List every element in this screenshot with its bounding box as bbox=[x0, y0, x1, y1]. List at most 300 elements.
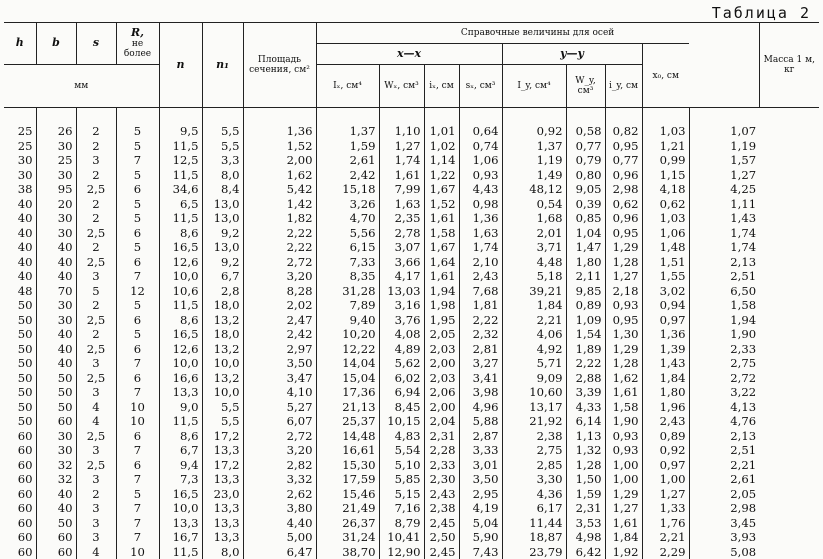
cell-x0: 3,02 bbox=[642, 284, 689, 299]
cell-iy-moment: 4,36 bbox=[502, 487, 566, 502]
cell-ix-moment: 31,28 bbox=[316, 284, 379, 299]
cell-n: 9,0 bbox=[159, 400, 202, 415]
cell-b: 40 bbox=[36, 269, 76, 284]
header-x0: x₀, см bbox=[642, 44, 689, 108]
cell-s: 2 bbox=[76, 197, 116, 212]
cell-sx: 0,93 bbox=[459, 168, 502, 183]
cell-n1: 18,0 bbox=[202, 298, 243, 313]
profile-table bbox=[4, 22, 819, 559]
cell-wx: 10,41 bbox=[379, 530, 424, 545]
cell-iy-moment: 2,85 bbox=[502, 458, 566, 473]
cell-h: 60 bbox=[4, 443, 36, 458]
header-iy-moment: I_y, см⁴ bbox=[502, 65, 566, 108]
cell-n1: 8,0 bbox=[202, 545, 243, 559]
cell-r: 7 bbox=[116, 269, 159, 284]
cell-wy: 1,80 bbox=[566, 255, 605, 270]
cell-r: 5 bbox=[116, 197, 159, 212]
cell-wx: 4,89 bbox=[379, 342, 424, 357]
cell-sx: 4,96 bbox=[459, 400, 502, 415]
cell-wy: 0,80 bbox=[566, 168, 605, 183]
cell-r: 6 bbox=[116, 429, 159, 444]
cell-ix-moment: 9,40 bbox=[316, 313, 379, 328]
cell-ix-radius: 1,98 bbox=[424, 298, 459, 313]
cell-r: 12 bbox=[116, 284, 159, 299]
cell-s: 2 bbox=[76, 211, 116, 226]
cell-iy-radius: 1,29 bbox=[605, 240, 642, 255]
cell-wx: 4,83 bbox=[379, 429, 424, 444]
cell-wy: 3,53 bbox=[566, 516, 605, 531]
cell-ix-radius: 2,06 bbox=[424, 385, 459, 400]
cell-wx: 3,07 bbox=[379, 240, 424, 255]
cell-b: 40 bbox=[36, 356, 76, 371]
cell-b: 30 bbox=[36, 211, 76, 226]
cell-s: 2 bbox=[76, 168, 116, 183]
cell-iy-radius: 1,61 bbox=[605, 516, 642, 531]
cell-iy-moment: 3,71 bbox=[502, 240, 566, 255]
cell-h: 50 bbox=[4, 356, 36, 371]
cell-area: 2,72 bbox=[243, 429, 316, 444]
cell-x0: 1,84 bbox=[642, 371, 689, 386]
cell-b: 20 bbox=[36, 197, 76, 212]
cell-iy-moment: 13,17 bbox=[502, 400, 566, 415]
cell-x0: 0,92 bbox=[642, 443, 689, 458]
cell-b: 30 bbox=[36, 226, 76, 241]
cell-s: 4 bbox=[76, 545, 116, 559]
cell-ix-radius: 1,95 bbox=[424, 313, 459, 328]
cell-iy-moment: 6,17 bbox=[502, 501, 566, 516]
cell-n1: 23,0 bbox=[202, 487, 243, 502]
cell-s: 2 bbox=[76, 240, 116, 255]
cell-iy-moment: 1,49 bbox=[502, 168, 566, 183]
cell-area: 1,36 bbox=[243, 108, 316, 139]
cell-r: 6 bbox=[116, 458, 159, 473]
cell-x0: 1,03 bbox=[642, 108, 689, 139]
cell-wx: 1,10 bbox=[379, 108, 424, 139]
table-row bbox=[4, 472, 819, 487]
cell-sx: 3,01 bbox=[459, 458, 502, 473]
cell-n: 11,5 bbox=[159, 168, 202, 183]
cell-n: 12,6 bbox=[159, 342, 202, 357]
cell-sx: 0,64 bbox=[459, 108, 502, 139]
cell-x0: 0,99 bbox=[642, 153, 689, 168]
cell-iy-radius: 1,28 bbox=[605, 255, 642, 270]
cell-ix-radius: 2,31 bbox=[424, 429, 459, 444]
cell-n1: 3,3 bbox=[202, 153, 243, 168]
cell-x0: 1,55 bbox=[642, 269, 689, 284]
cell-sx: 4,43 bbox=[459, 182, 502, 197]
cell-area: 3,47 bbox=[243, 371, 316, 386]
cell-ix-radius: 1,58 bbox=[424, 226, 459, 241]
cell-h: 60 bbox=[4, 530, 36, 545]
cell-b: 32 bbox=[36, 458, 76, 473]
cell-r: 6 bbox=[116, 342, 159, 357]
cell-wx: 1,27 bbox=[379, 139, 424, 154]
cell-area: 5,42 bbox=[243, 182, 316, 197]
cell-iy-radius: 1,62 bbox=[605, 371, 642, 386]
cell-mass: 2,21 bbox=[689, 458, 759, 473]
cell-r: 5 bbox=[116, 168, 159, 183]
cell-ix-moment: 7,33 bbox=[316, 255, 379, 270]
cell-iy-moment: 1,68 bbox=[502, 211, 566, 226]
cell-mass: 1,27 bbox=[689, 168, 759, 183]
table-row bbox=[4, 400, 819, 415]
cell-ix-moment: 15,46 bbox=[316, 487, 379, 502]
cell-r: 10 bbox=[116, 400, 159, 415]
cell-iy-radius: 1,61 bbox=[605, 385, 642, 400]
cell-n1: 9,2 bbox=[202, 226, 243, 241]
cell-iy-radius: 1,28 bbox=[605, 356, 642, 371]
cell-ix-moment: 16,61 bbox=[316, 443, 379, 458]
cell-n1: 9,2 bbox=[202, 255, 243, 270]
cell-iy-moment: 1,84 bbox=[502, 298, 566, 313]
cell-b: 50 bbox=[36, 516, 76, 531]
cell-wx: 7,16 bbox=[379, 501, 424, 516]
cell-s: 3 bbox=[76, 516, 116, 531]
cell-iy-radius: 1,84 bbox=[605, 530, 642, 545]
cell-sx: 3,33 bbox=[459, 443, 502, 458]
cell-iy-moment: 0,92 bbox=[502, 108, 566, 139]
cell-ix-moment: 15,18 bbox=[316, 182, 379, 197]
cell-h: 60 bbox=[4, 545, 36, 559]
cell-wx: 8,45 bbox=[379, 400, 424, 415]
table-row bbox=[4, 530, 819, 545]
cell-wy: 9,05 bbox=[566, 182, 605, 197]
cell-area: 3,32 bbox=[243, 472, 316, 487]
cell-iy-moment: 4,06 bbox=[502, 327, 566, 342]
cell-wx: 13,03 bbox=[379, 284, 424, 299]
cell-x0: 0,89 bbox=[642, 429, 689, 444]
cell-sx: 1,06 bbox=[459, 153, 502, 168]
cell-iy-radius: 0,95 bbox=[605, 226, 642, 241]
cell-b: 40 bbox=[36, 342, 76, 357]
cell-sx: 2,87 bbox=[459, 429, 502, 444]
cell-wy: 1,89 bbox=[566, 342, 605, 357]
cell-wx: 3,16 bbox=[379, 298, 424, 313]
cell-wy: 6,14 bbox=[566, 414, 605, 429]
cell-area: 2,97 bbox=[243, 342, 316, 357]
cell-r: 6 bbox=[116, 226, 159, 241]
cell-b: 30 bbox=[36, 168, 76, 183]
cell-sx: 3,41 bbox=[459, 371, 502, 386]
cell-s: 2,5 bbox=[76, 371, 116, 386]
cell-sx: 0,74 bbox=[459, 139, 502, 154]
cell-b: 95 bbox=[36, 182, 76, 197]
cell-mass: 1,57 bbox=[689, 153, 759, 168]
cell-ix-moment: 1,59 bbox=[316, 139, 379, 154]
cell-h: 60 bbox=[4, 501, 36, 516]
table-row bbox=[4, 108, 819, 139]
cell-wx: 5,10 bbox=[379, 458, 424, 473]
cell-wx: 5,62 bbox=[379, 356, 424, 371]
table-row bbox=[4, 226, 819, 241]
cell-r: 7 bbox=[116, 443, 159, 458]
cell-ix-moment: 5,56 bbox=[316, 226, 379, 241]
cell-iy-moment: 5,18 bbox=[502, 269, 566, 284]
cell-h: 50 bbox=[4, 298, 36, 313]
cell-wx: 1,61 bbox=[379, 168, 424, 183]
cell-iy-moment: 23,79 bbox=[502, 545, 566, 559]
cell-s: 2,5 bbox=[76, 429, 116, 444]
cell-ix-radius: 1,01 bbox=[424, 108, 459, 139]
cell-b: 40 bbox=[36, 501, 76, 516]
cell-mass: 2,61 bbox=[689, 472, 759, 487]
cell-wy: 2,11 bbox=[566, 269, 605, 284]
cell-iy-moment: 4,92 bbox=[502, 342, 566, 357]
cell-area: 2,72 bbox=[243, 255, 316, 270]
cell-n: 7,3 bbox=[159, 472, 202, 487]
cell-iy-radius: 1,27 bbox=[605, 269, 642, 284]
cell-h: 60 bbox=[4, 487, 36, 502]
cell-iy-radius: 0,95 bbox=[605, 139, 642, 154]
cell-b: 30 bbox=[36, 139, 76, 154]
cell-wy: 9,85 bbox=[566, 284, 605, 299]
cell-n: 16,5 bbox=[159, 487, 202, 502]
cell-area: 6,47 bbox=[243, 545, 316, 559]
cell-s: 4 bbox=[76, 414, 116, 429]
cell-wx: 4,17 bbox=[379, 269, 424, 284]
cell-b: 50 bbox=[36, 400, 76, 415]
cell-sx: 3,50 bbox=[459, 472, 502, 487]
cell-iy-radius: 0,77 bbox=[605, 153, 642, 168]
cell-n1: 5,5 bbox=[202, 400, 243, 415]
table-body bbox=[4, 108, 819, 559]
cell-b: 30 bbox=[36, 313, 76, 328]
cell-iy-moment: 2,75 bbox=[502, 443, 566, 458]
cell-area: 3,20 bbox=[243, 269, 316, 284]
cell-mass: 1,07 bbox=[689, 108, 759, 139]
cell-r: 5 bbox=[116, 211, 159, 226]
cell-area: 2,22 bbox=[243, 240, 316, 255]
cell-ix-moment: 21,13 bbox=[316, 400, 379, 415]
cell-n: 11,5 bbox=[159, 414, 202, 429]
cell-area: 1,42 bbox=[243, 197, 316, 212]
cell-n1: 10,0 bbox=[202, 385, 243, 400]
cell-b: 40 bbox=[36, 240, 76, 255]
cell-wy: 1,59 bbox=[566, 487, 605, 502]
cell-x0: 1,48 bbox=[642, 240, 689, 255]
cell-ix-radius: 2,04 bbox=[424, 414, 459, 429]
cell-iy-moment: 5,71 bbox=[502, 356, 566, 371]
cell-wx: 4,08 bbox=[379, 327, 424, 342]
cell-mass: 6,50 bbox=[689, 284, 759, 299]
cell-wy: 3,39 bbox=[566, 385, 605, 400]
cell-ix-radius: 1,67 bbox=[424, 182, 459, 197]
cell-ix-radius: 1,64 bbox=[424, 255, 459, 270]
cell-mass: 2,13 bbox=[689, 429, 759, 444]
cell-ix-moment: 14,48 bbox=[316, 429, 379, 444]
cell-n1: 5,5 bbox=[202, 414, 243, 429]
cell-s: 5 bbox=[76, 284, 116, 299]
cell-r: 5 bbox=[116, 108, 159, 139]
cell-n1: 2,8 bbox=[202, 284, 243, 299]
cell-area: 1,62 bbox=[243, 168, 316, 183]
cell-sx: 3,27 bbox=[459, 356, 502, 371]
cell-iy-radius: 0,93 bbox=[605, 298, 642, 313]
cell-n1: 13,0 bbox=[202, 211, 243, 226]
cell-area: 2,02 bbox=[243, 298, 316, 313]
cell-h: 60 bbox=[4, 429, 36, 444]
header-wy: W_y, см³ bbox=[566, 65, 605, 108]
cell-ix-moment: 31,24 bbox=[316, 530, 379, 545]
cell-h: 25 bbox=[4, 108, 36, 139]
cell-b: 30 bbox=[36, 443, 76, 458]
table-row bbox=[4, 414, 819, 429]
cell-area: 6,07 bbox=[243, 414, 316, 429]
cell-r: 6 bbox=[116, 182, 159, 197]
table-row bbox=[4, 240, 819, 255]
cell-sx: 3,98 bbox=[459, 385, 502, 400]
cell-r: 6 bbox=[116, 255, 159, 270]
cell-mass: 1,74 bbox=[689, 240, 759, 255]
cell-wy: 0,77 bbox=[566, 139, 605, 154]
header-mass: Масса 1 м, кг bbox=[759, 23, 819, 108]
cell-wy: 2,22 bbox=[566, 356, 605, 371]
cell-mass: 1,94 bbox=[689, 313, 759, 328]
cell-b: 30 bbox=[36, 429, 76, 444]
cell-area: 4,10 bbox=[243, 385, 316, 400]
cell-ix-radius: 2,45 bbox=[424, 545, 459, 559]
cell-n: 8,6 bbox=[159, 429, 202, 444]
table-row bbox=[4, 487, 819, 502]
cell-ix-radius: 1,22 bbox=[424, 168, 459, 183]
cell-r: 7 bbox=[116, 153, 159, 168]
cell-mass: 1,58 bbox=[689, 298, 759, 313]
cell-ix-moment: 17,59 bbox=[316, 472, 379, 487]
cell-area: 2,47 bbox=[243, 313, 316, 328]
cell-wy: 2,31 bbox=[566, 501, 605, 516]
header-mm: мм bbox=[4, 65, 159, 108]
table-row bbox=[4, 385, 819, 400]
cell-h: 40 bbox=[4, 197, 36, 212]
table-row bbox=[4, 168, 819, 183]
cell-h: 48 bbox=[4, 284, 36, 299]
cell-b: 60 bbox=[36, 414, 76, 429]
cell-wx: 5,85 bbox=[379, 472, 424, 487]
cell-wy: 0,79 bbox=[566, 153, 605, 168]
cell-area: 3,80 bbox=[243, 501, 316, 516]
cell-area: 2,82 bbox=[243, 458, 316, 473]
cell-mass: 3,22 bbox=[689, 385, 759, 400]
cell-b: 60 bbox=[36, 545, 76, 559]
cell-r: 6 bbox=[116, 371, 159, 386]
cell-n: 9,4 bbox=[159, 458, 202, 473]
cell-iy-radius: 0,93 bbox=[605, 429, 642, 444]
cell-wy: 1,54 bbox=[566, 327, 605, 342]
cell-wy: 1,47 bbox=[566, 240, 605, 255]
cell-n1: 13,3 bbox=[202, 472, 243, 487]
cell-ix-moment: 21,49 bbox=[316, 501, 379, 516]
cell-iy-moment: 3,30 bbox=[502, 472, 566, 487]
cell-sx: 1,36 bbox=[459, 211, 502, 226]
cell-ix-radius: 2,45 bbox=[424, 516, 459, 531]
cell-n: 16,5 bbox=[159, 240, 202, 255]
cell-s: 2,5 bbox=[76, 342, 116, 357]
header-sx: sₓ, см³ bbox=[459, 65, 502, 108]
cell-wx: 10,15 bbox=[379, 414, 424, 429]
cell-iy-moment: 2,21 bbox=[502, 313, 566, 328]
cell-sx: 5,88 bbox=[459, 414, 502, 429]
cell-h: 60 bbox=[4, 458, 36, 473]
cell-n1: 17,2 bbox=[202, 429, 243, 444]
cell-wy: 0,39 bbox=[566, 197, 605, 212]
cell-ix-moment: 8,35 bbox=[316, 269, 379, 284]
header-n1: n₁ bbox=[202, 23, 243, 108]
cell-iy-moment: 9,09 bbox=[502, 371, 566, 386]
cell-mass: 2,98 bbox=[689, 501, 759, 516]
cell-h: 50 bbox=[4, 414, 36, 429]
cell-wy: 1,09 bbox=[566, 313, 605, 328]
header-b: b bbox=[36, 23, 76, 65]
cell-x0: 0,94 bbox=[642, 298, 689, 313]
cell-n: 10,0 bbox=[159, 356, 202, 371]
cell-ix-radius: 1,14 bbox=[424, 153, 459, 168]
cell-sx: 2,43 bbox=[459, 269, 502, 284]
cell-n: 11,5 bbox=[159, 545, 202, 559]
cell-mass: 2,05 bbox=[689, 487, 759, 502]
cell-ix-radius: 2,03 bbox=[424, 342, 459, 357]
header-r: R, не более bbox=[116, 23, 159, 65]
cell-x0: 1,43 bbox=[642, 356, 689, 371]
cell-n1: 18,0 bbox=[202, 327, 243, 342]
cell-r: 7 bbox=[116, 501, 159, 516]
cell-mass: 4,76 bbox=[689, 414, 759, 429]
cell-iy-moment: 0,54 bbox=[502, 197, 566, 212]
cell-n: 34,6 bbox=[159, 182, 202, 197]
cell-sx: 0,98 bbox=[459, 197, 502, 212]
cell-s: 2 bbox=[76, 327, 116, 342]
cell-n: 16,7 bbox=[159, 530, 202, 545]
cell-h: 40 bbox=[4, 240, 36, 255]
cell-s: 2,5 bbox=[76, 313, 116, 328]
cell-n1: 10,0 bbox=[202, 356, 243, 371]
table-header bbox=[4, 23, 819, 108]
cell-wy: 1,13 bbox=[566, 429, 605, 444]
cell-iy-moment: 48,12 bbox=[502, 182, 566, 197]
cell-r: 7 bbox=[116, 472, 159, 487]
cell-sx: 5,04 bbox=[459, 516, 502, 531]
cell-b: 60 bbox=[36, 530, 76, 545]
cell-h: 50 bbox=[4, 342, 36, 357]
cell-area: 2,00 bbox=[243, 153, 316, 168]
cell-x0: 1,76 bbox=[642, 516, 689, 531]
cell-x0: 4,18 bbox=[642, 182, 689, 197]
cell-x0: 2,21 bbox=[642, 530, 689, 545]
cell-iy-radius: 0,96 bbox=[605, 211, 642, 226]
cell-x0: 1,51 bbox=[642, 255, 689, 270]
table-row bbox=[4, 313, 819, 328]
cell-s: 2,5 bbox=[76, 458, 116, 473]
cell-sx: 7,43 bbox=[459, 545, 502, 559]
cell-iy-moment: 2,01 bbox=[502, 226, 566, 241]
cell-h: 50 bbox=[4, 400, 36, 415]
cell-iy-radius: 1,27 bbox=[605, 501, 642, 516]
cell-n1: 13,2 bbox=[202, 313, 243, 328]
cell-s: 3 bbox=[76, 356, 116, 371]
cell-ix-moment: 17,36 bbox=[316, 385, 379, 400]
cell-iy-moment: 1,19 bbox=[502, 153, 566, 168]
cell-h: 60 bbox=[4, 516, 36, 531]
cell-x0: 1,80 bbox=[642, 385, 689, 400]
cell-ix-moment: 1,37 bbox=[316, 108, 379, 139]
cell-ix-moment: 26,37 bbox=[316, 516, 379, 531]
cell-n: 13,3 bbox=[159, 516, 202, 531]
cell-s: 3 bbox=[76, 530, 116, 545]
cell-h: 40 bbox=[4, 269, 36, 284]
cell-wx: 12,90 bbox=[379, 545, 424, 559]
header-s: s bbox=[76, 23, 116, 65]
table-row bbox=[4, 197, 819, 212]
cell-ix-radius: 1,67 bbox=[424, 240, 459, 255]
